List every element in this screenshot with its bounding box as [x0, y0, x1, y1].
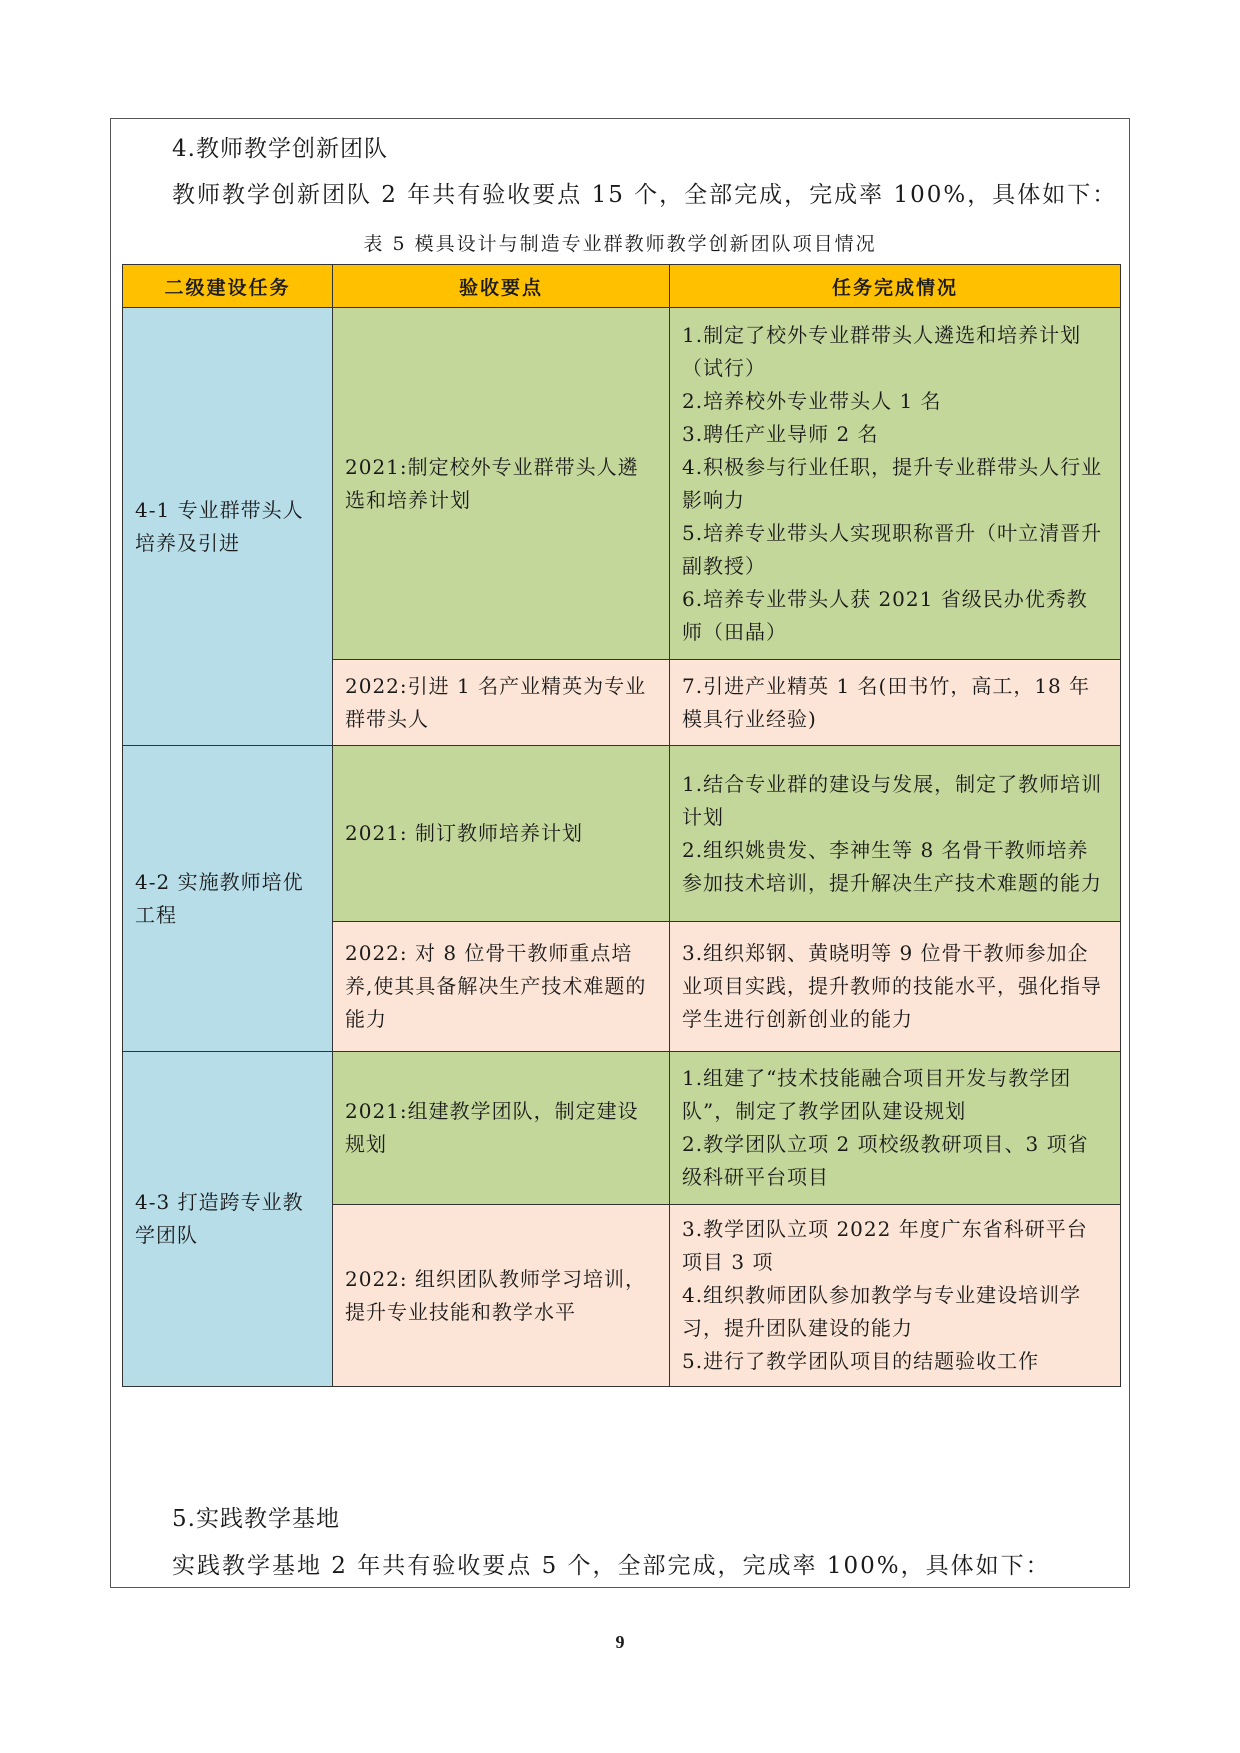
status-item: 2.教学团队立项 2 项校级教研项目、3 项省级科研平台项目	[682, 1132, 1089, 1189]
status-item: 2.组织姚贵发、李神生等 8 名骨干教师培养参加技术培训，提升解决生产技术难题的能力	[682, 837, 1102, 895]
point-cell: 2022: 对 8 位骨干教师重点培养,使其具备解决生产技术难题的能力	[333, 922, 670, 1052]
point-cell: 2021:制定校外专业群带头人遴选和培养计划	[333, 308, 670, 660]
status-item: 1.结合专业群的建设与发展，制定了教师培训计划	[682, 771, 1103, 829]
status-cell	[670, 308, 1121, 660]
task-cell: 4-3 打造跨专业教学团队	[123, 1052, 333, 1387]
table-row	[123, 746, 1121, 922]
point-cell: 2022:引进 1 名产业精英为专业群带头人	[333, 660, 670, 746]
status-item: 7.引进产业精英 1 名(田书竹，高工，18 年模具行业经验)	[682, 673, 1091, 731]
section-4-heading: 4.教师教学创新团队	[172, 136, 388, 162]
col-header-task: 二级建设任务	[123, 265, 333, 308]
status-item: 1.组建了“技术技能融合项目开发与教学团队”，制定了教学团队建设规划	[682, 1066, 1072, 1123]
status-cell	[670, 746, 1121, 922]
status-item: 3.教学团队立项 2022 年度广东省科研平台项目 3 项	[682, 1217, 1088, 1274]
point-cell: 2022: 组织团队教师学习培训，提升专业技能和教学水平	[333, 1205, 670, 1387]
status-cell	[670, 922, 1121, 1052]
table-caption: 表 5 模具设计与制造专业群教师教学创新团队项目情况	[363, 233, 877, 255]
page-number: 9	[615, 1632, 625, 1652]
status-item: 3.组织郑钢、黄晓明等 9 位骨干教师参加企业项目实践，提升教师的技能水平，强化指导学生进行创新创业的能力	[682, 941, 1102, 1031]
col-header-point: 验收要点	[333, 265, 670, 308]
table-header-row	[123, 265, 1121, 308]
table-row	[123, 1052, 1121, 1205]
point-cell: 2021:组建教学团队，制定建设规划	[333, 1052, 670, 1205]
status-item: 5.培养专业带头人实现职称晋升（叶立清晋升副教授）	[682, 520, 1103, 578]
task-cell: 4-1 专业群带头人培养及引进	[123, 308, 333, 746]
section-5-intro: 实践教学基地 2 年共有验收要点 5 个，全部完成，完成率 100%，具体如下：	[172, 1553, 1051, 1579]
table-row	[123, 308, 1121, 660]
point-cell: 2021: 制订教师培养计划	[333, 746, 670, 922]
status-item: 3.聘任产业导师 2 名	[682, 421, 879, 446]
status-cell	[670, 660, 1121, 746]
project-table	[122, 264, 1121, 1387]
section-5-heading: 5.实践教学基地	[172, 1506, 340, 1532]
status-cell	[670, 1205, 1121, 1387]
status-cell	[670, 1052, 1121, 1205]
status-item: 1.制定了校外专业群带头人遴选和培养计划（试行）	[682, 322, 1082, 380]
status-item: 2.培养校外专业带头人 1 名	[682, 388, 942, 413]
status-item: 4.组织教师团队参加教学与专业建设培训学习，提升团队建设的能力	[682, 1283, 1082, 1340]
status-item: 5.进行了教学团队项目的结题验收工作	[682, 1349, 1040, 1373]
status-item: 4.积极参与行业任职，提升专业群带头人行业影响力	[682, 454, 1103, 512]
status-item: 6.培养专业带头人获 2021 省级民办优秀教师（田晶）	[682, 586, 1088, 644]
col-header-status: 任务完成情况	[670, 265, 1121, 308]
task-cell: 4-2 实施教师培优工程	[123, 746, 333, 1052]
section-4-intro: 教师教学创新团队 2 年共有验收要点 15 个，全部完成，完成率 100%，具体如下：	[172, 182, 1118, 208]
